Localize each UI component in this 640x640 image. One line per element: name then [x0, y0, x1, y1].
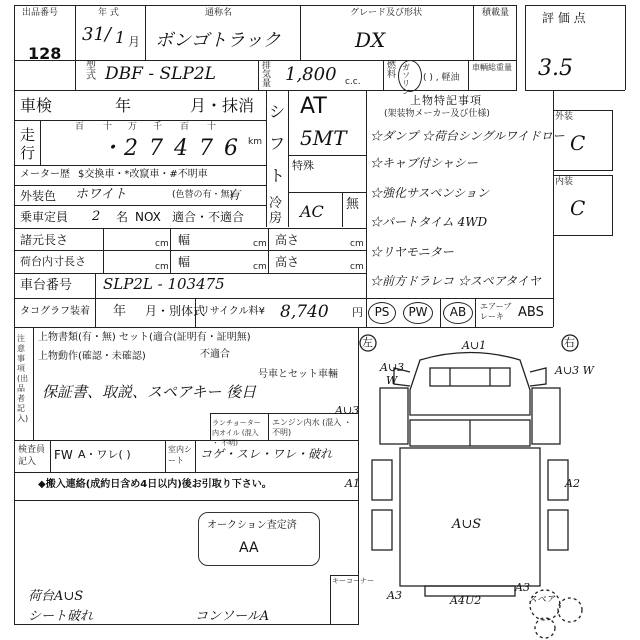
- fuel-label: 燃料: [387, 61, 397, 80]
- fw-options: A・ワレ( ): [78, 448, 131, 461]
- shift-at: AT: [300, 94, 327, 119]
- damage-mark: A∪S: [452, 517, 482, 532]
- damage-mark: A∪1: [462, 339, 487, 352]
- grade-value: DX: [355, 28, 386, 52]
- damage-mark: A∪3: [380, 361, 405, 374]
- mileage-unit-km: km: [248, 137, 262, 147]
- damage-mark: A∪3: [335, 404, 360, 417]
- mileage-unit-2: 十: [103, 122, 113, 132]
- fuel-extra: ( ) , 軽油: [423, 73, 460, 83]
- rancho-label: ランチョーター内オイル (混入 ・ 不明): [212, 419, 261, 447]
- month-value: 1: [115, 28, 126, 47]
- cargo-length-cm: cm: [155, 262, 169, 272]
- height-label: 高さ: [275, 233, 300, 247]
- recycle-value: 8,740: [280, 302, 329, 322]
- damage-mark: A1: [345, 477, 360, 490]
- mileage-unit-3: 万: [128, 122, 138, 132]
- diagram-left-label: 左: [362, 336, 373, 349]
- room-seat-options: コゲ・スレ・ワレ・破れ: [200, 447, 333, 461]
- mileage-unit-4: 千: [153, 122, 163, 132]
- cargo-height-cm: cm: [350, 262, 364, 272]
- vehicle-weight-label: 車輌総重量: [472, 63, 512, 72]
- equipment-item: ☆リヤモニター: [370, 245, 454, 259]
- exterior-grade-label: 外装: [555, 112, 574, 122]
- aircon-label: 冷房: [269, 196, 283, 226]
- pickup-warning: ◆搬入連絡(成約日含め4日以内)後お引取り下さい。: [38, 479, 272, 490]
- air-brake-label: エアーブレーキ: [480, 302, 512, 321]
- equipment-item: ☆キャブ付シャシー: [370, 156, 478, 170]
- color-change-value: 有: [228, 188, 241, 202]
- equipment-title: 上物特記事項: [410, 94, 482, 107]
- notes-set-vehicle: 号車とセット車輛: [258, 369, 338, 380]
- height-cm: cm: [350, 239, 364, 249]
- exterior-label: 外装色: [20, 189, 57, 203]
- lot-number: 128: [28, 44, 62, 63]
- cargo-length-label: 荷台内寸長さ: [20, 255, 86, 268]
- cargo-width-cm: cm: [253, 262, 267, 272]
- chassis-label: 車台番号: [20, 278, 73, 293]
- notes-handwritten: 保証書、取説、スペアキー 後日: [42, 383, 257, 401]
- room-seat-label: 室内シート: [168, 445, 192, 465]
- passengers-label: 乗車定員: [20, 210, 69, 224]
- shaken-month: 月・抹消: [190, 96, 255, 115]
- ab-badge: AB: [443, 302, 473, 324]
- cargo-height-label: 高さ: [275, 255, 300, 269]
- equipment-subtitle: (架装物メーカー及び仕様): [384, 109, 490, 119]
- equipment-item: ☆強化サスペンション: [370, 186, 489, 200]
- shaken-year: 年: [115, 96, 132, 115]
- special-label: 特殊: [292, 159, 314, 172]
- recycle-label: リサイクル料¥: [200, 306, 265, 317]
- notes-side-label: 注意事項 (出品者記入): [17, 334, 29, 423]
- shaken-label: 車検: [20, 96, 53, 115]
- displacement-label: 排気量: [262, 61, 272, 89]
- ps-badge: PS: [368, 302, 396, 324]
- equipment-item: ☆前方ドラレコ ☆スペアタイヤ: [370, 274, 541, 288]
- notes-docs: 上物書類(有・無) セット(適合(証明有・証明無): [38, 332, 251, 343]
- tachograph-year: 年: [113, 304, 127, 319]
- year-label: 年 式: [98, 8, 119, 18]
- fuel-value: ガソリン: [402, 63, 410, 96]
- shift-label: シフト: [269, 102, 286, 185]
- mileage-label: 走行: [20, 126, 36, 162]
- nox-options: 適合・不適合: [172, 210, 245, 224]
- exterior-grade: C: [570, 131, 586, 155]
- cargo-width-label: 幅: [178, 255, 191, 269]
- auction-stamp-title: オークション査定済: [207, 520, 297, 531]
- keeper-label: キーコーナー: [332, 577, 374, 585]
- damage-mark: A3: [387, 589, 402, 602]
- damage-mark: A4U2: [450, 594, 482, 607]
- equipment-item: ☆ダンプ ☆荷台シングルワイドロー: [370, 129, 565, 143]
- damage-mark: A3: [515, 581, 530, 594]
- abs-label: ABS: [518, 305, 544, 320]
- width-cm: cm: [253, 239, 267, 249]
- engine-label: エンジン内水 (混入 ・ 不明): [272, 418, 352, 437]
- type-code: DBF - SLP2L: [105, 64, 216, 84]
- lot-label: 出品番号: [22, 8, 59, 18]
- passengers-value: 2: [92, 209, 101, 224]
- damage-mark: A2: [565, 477, 580, 490]
- auction-stamp-value: AA: [239, 540, 259, 556]
- equipment-item: ☆パートタイム 4WD: [370, 215, 488, 229]
- recycle-yen: 円: [352, 306, 363, 319]
- damage-mark: A∪3 W: [555, 364, 594, 377]
- score-value: 3.5: [538, 56, 573, 81]
- grade-label: グレード及び形状: [350, 8, 423, 18]
- pw-badge: PW: [403, 302, 433, 324]
- chassis-value: SLP2L - 103475: [103, 275, 225, 293]
- length-cm: cm: [155, 239, 169, 249]
- passengers-unit: 名: [116, 210, 129, 224]
- model-name: ボンゴトラック: [155, 30, 281, 51]
- interior-grade: C: [570, 196, 586, 220]
- tachograph-month: 月・別体式: [145, 304, 206, 318]
- length-label: 諸元長さ: [20, 233, 69, 247]
- score-label: 評 価 点: [542, 11, 586, 25]
- capacity-label: 積載量: [482, 8, 510, 18]
- bottom-note-3: コンソールA: [195, 609, 270, 624]
- mileage-unit-5: 百: [180, 122, 190, 132]
- year-value: 31/: [82, 24, 111, 45]
- exterior-value: ホワイト: [75, 187, 127, 202]
- width-label: 幅: [178, 233, 191, 247]
- meter-label: メーター歴: [20, 169, 70, 180]
- tachograph-label: タコグラフ装着: [20, 306, 90, 317]
- inspector-label: 検査員記入: [18, 445, 46, 467]
- nox-label: NOX: [135, 210, 161, 224]
- mileage-digits: ・2 7 4 7 6: [100, 136, 240, 161]
- cc-unit: c.c.: [345, 77, 361, 87]
- color-change-label: (色替の有・無): [172, 190, 234, 200]
- damage-mark: W: [386, 374, 398, 387]
- shift-mt: 5MT: [300, 126, 347, 150]
- notes-docs-sub: 不適合: [200, 349, 230, 360]
- meter-options: $交換車・*改竄車・#不明車: [78, 169, 208, 180]
- model-name-label: 通称名: [205, 8, 233, 18]
- aircon-none: 無: [346, 197, 360, 212]
- damage-mark: スペア: [528, 595, 556, 605]
- notes-action: 上物動作(確認・未確認): [38, 351, 146, 362]
- mileage-unit-6: 十: [207, 122, 217, 132]
- interior-grade-label: 内装: [555, 177, 574, 187]
- mileage-unit-1: 百: [75, 122, 85, 132]
- displacement-value: 1,800: [285, 64, 337, 85]
- fw-label: FW: [54, 448, 73, 462]
- month-suffix: 月: [128, 35, 141, 49]
- diagram-right-label: 右: [564, 336, 575, 349]
- aircon-value: AC: [300, 202, 324, 221]
- bottom-note-2: シート破れ: [28, 609, 94, 624]
- type-label: 型式: [86, 61, 96, 82]
- bottom-note-1: 荷台A∪S: [28, 589, 84, 604]
